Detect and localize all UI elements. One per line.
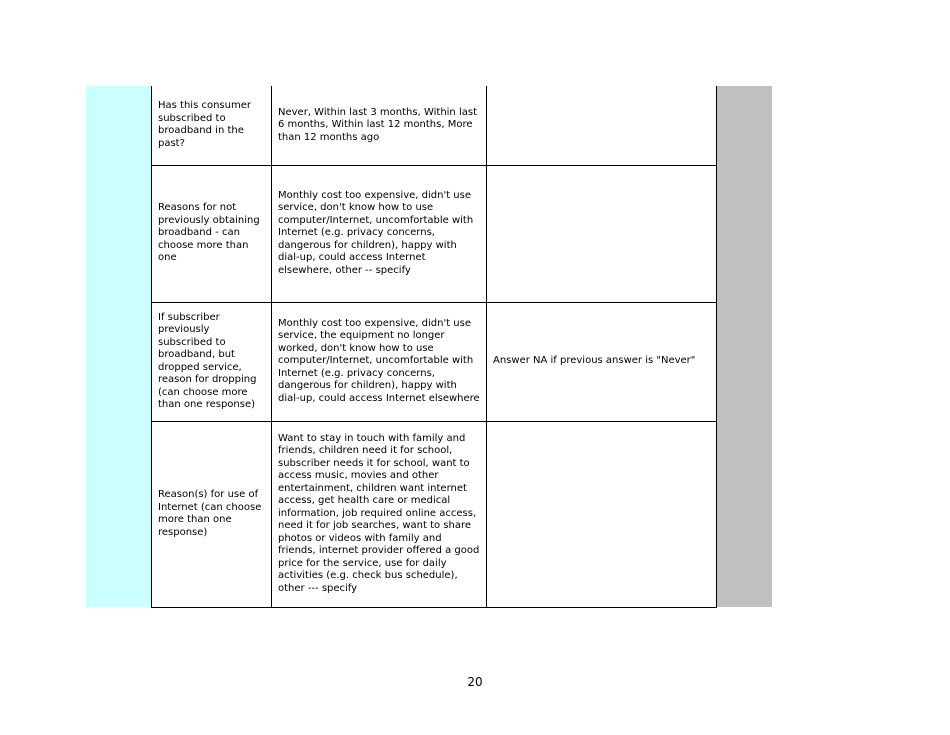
response-options-cell: Monthly cost too expensive, didn't use service, the equipment no longer worked, don't know how to use computer/Internet, uncomfortable with Internet (e.g. privacy concerns, dangerous for children), happy with dial-up, could access Internet elsewhere [272, 302, 487, 421]
table-row [152, 302, 717, 421]
response-options-cell: Want to stay in touch with family and friends, children need it for school, subscriber needs it for school, want to access music, movies and other entertainment, children want internet access, get health care or medical information, job required online access, need it for job searches, want to share photos or videos with family and friends, internet provider offered a good price for the service, use for daily activities (e.g. check bus schedule), other --- specify [272, 421, 487, 607]
instruction-cell [487, 165, 717, 302]
page-number: 20 [467, 675, 483, 689]
response-options-cell: Never, Within last 3 months, Within last 6 months, Within last 12 months, More than 12 months ago [272, 86, 487, 165]
right-shaded-band [716, 86, 772, 607]
question-cell: Has this consumer subscribed to broadband in the past? [152, 86, 272, 165]
table-row [152, 86, 717, 165]
response-options-cell: Monthly cost too expensive, didn't use service, don't know how to use computer/Internet, uncomfortable with Internet (e.g. privacy concerns, dangerous for children), happy with dial-up, could access Internet elsewhere, other -- specify [272, 165, 487, 302]
instruction-cell [487, 86, 717, 165]
table-row [152, 165, 717, 302]
table-row [152, 421, 717, 607]
instruction-cell [487, 421, 717, 607]
instruction-cell: Answer NA if previous answer is "Never" [487, 302, 717, 421]
survey-questions-table [151, 86, 717, 608]
left-shaded-band [86, 86, 151, 607]
question-cell: Reason(s) for use of Internet (can choose more than one response) [152, 421, 272, 607]
question-cell: Reasons for not previously obtaining broadband - can choose more than one [152, 165, 272, 302]
question-cell: If subscriber previously subscribed to broadband, but dropped service, reason for dropping (can choose more than one response) [152, 302, 272, 421]
